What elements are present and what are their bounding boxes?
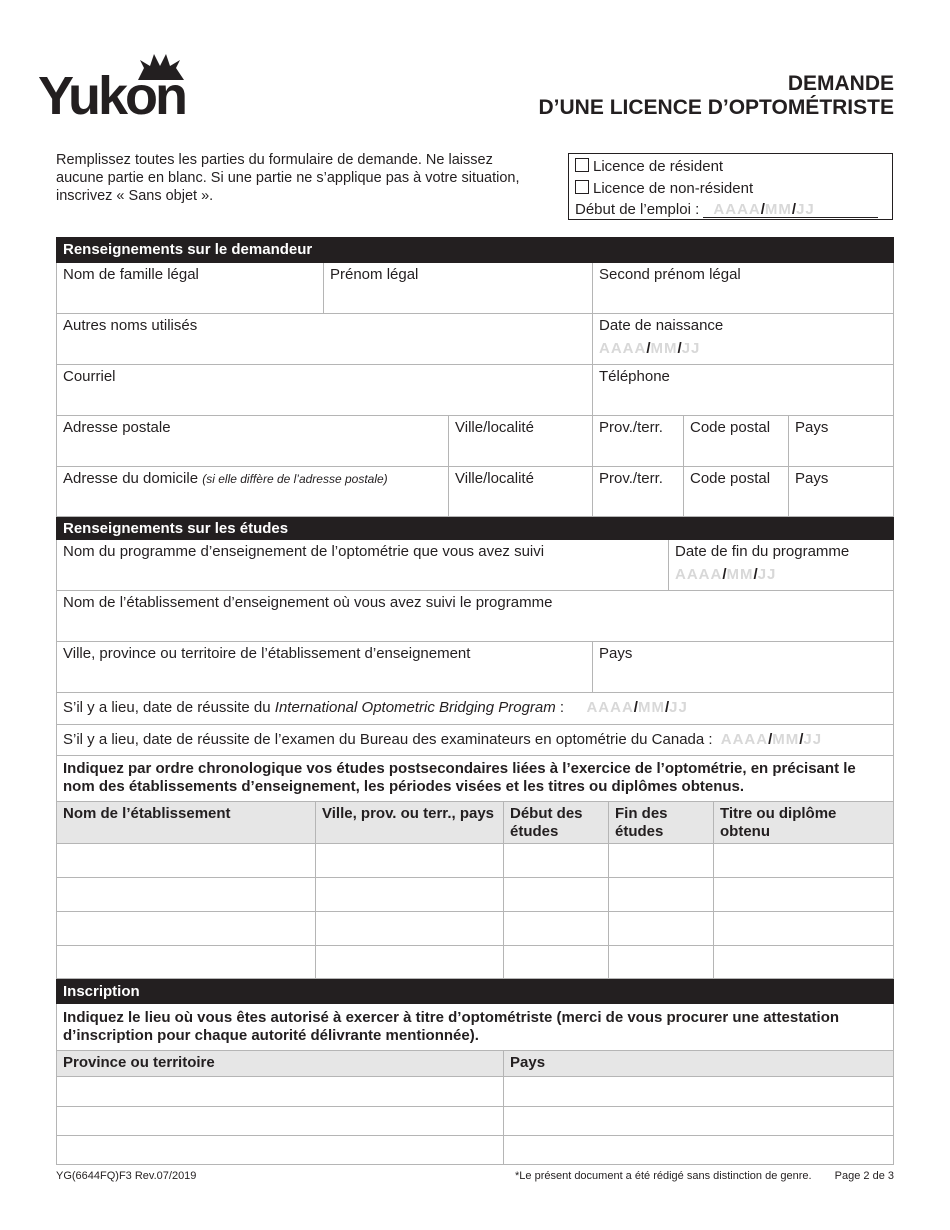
program-name-field[interactable]: Nom du programme d’enseignement de l’optométrie que vous avez suivi xyxy=(57,540,668,591)
table-cell[interactable] xyxy=(315,844,503,878)
table-cell[interactable] xyxy=(57,1136,503,1165)
table-cell[interactable] xyxy=(57,844,315,878)
dob-field[interactable]: Date de naissance AAAA/MM/JJ xyxy=(592,314,893,365)
registration-grid xyxy=(56,1004,894,1165)
registration-section-header: Inscription xyxy=(56,979,894,1004)
mailing-postal-field[interactable]: Code postal xyxy=(683,416,788,467)
registration-instructions: Indiquez le lieu où vous êtes autorisé à exercer à titre d’optométriste (merci de vous procurer une attestation d’inscription pour chaque autorité délivrante mentionnée). xyxy=(57,1004,893,1051)
program-end-date-field[interactable]: Date de fin du programme AAAA/MM/JJ xyxy=(668,540,893,591)
table-cell[interactable] xyxy=(503,1136,893,1165)
table-cell[interactable] xyxy=(503,878,608,912)
home-country-field[interactable]: Pays xyxy=(788,467,893,517)
table-cell[interactable] xyxy=(713,946,893,979)
nonresident-option[interactable]: Licence de non-résident xyxy=(575,180,753,197)
other-names-field[interactable]: Autres noms utilisés xyxy=(57,314,592,365)
table-cell[interactable] xyxy=(57,878,315,912)
form-title xyxy=(539,72,894,120)
institution-location-field[interactable]: Ville, province ou territoire de l’établissement d’enseignement xyxy=(57,642,592,693)
first-name-field[interactable]: Prénom légal xyxy=(323,263,592,314)
employment-start: Début de l’emploi : AAAA/MM/JJ xyxy=(575,201,878,218)
title-line-1: DEMANDE xyxy=(787,72,894,95)
email-field[interactable]: Courriel xyxy=(57,365,592,416)
home-province-field[interactable]: Prov./terr. xyxy=(592,467,683,517)
form-id: YG(6644FQ)F3 Rev.07/2019 xyxy=(56,1170,197,1182)
mailing-address-field[interactable]: Adresse postale xyxy=(57,416,448,467)
table-cell[interactable] xyxy=(315,878,503,912)
applicant-grid xyxy=(56,263,894,517)
table-cell[interactable] xyxy=(713,912,893,946)
col-end: Fin des études xyxy=(608,802,713,844)
dob-date-placeholder: AAAA/MM/JJ xyxy=(599,340,701,357)
mailing-country-field[interactable]: Pays xyxy=(788,416,893,467)
home-postal-field[interactable]: Code postal xyxy=(683,467,788,517)
bridging-program-date-field[interactable]: S’il y a lieu, date de réussite du International Optometric Bridging Program : AAAA/MM/JJ xyxy=(57,693,893,725)
col-country: Pays xyxy=(503,1051,893,1077)
table-cell[interactable] xyxy=(57,912,315,946)
table-cell[interactable] xyxy=(608,844,713,878)
education-grid xyxy=(56,540,894,979)
table-cell[interactable] xyxy=(608,912,713,946)
table-cell[interactable] xyxy=(315,946,503,979)
logo-text: Yukon xyxy=(38,66,186,126)
home-address-field[interactable]: Adresse du domicile (si elle diffère de l’adresse postale) xyxy=(57,467,448,517)
table-cell[interactable] xyxy=(57,946,315,979)
table-cell[interactable] xyxy=(57,1107,503,1136)
table-cell[interactable] xyxy=(503,1107,893,1136)
col-degree: Titre ou diplôme obtenu xyxy=(713,802,893,844)
title-line-2: D’UNE LICENCE D’OPTOMÉTRISTE xyxy=(538,96,894,119)
table-cell[interactable] xyxy=(57,1077,503,1107)
license-type-box xyxy=(568,153,893,220)
table-cell[interactable] xyxy=(713,878,893,912)
institution-field[interactable]: Nom de l’établissement d’enseignement où vous avez suivi le programme xyxy=(57,591,893,642)
table-cell[interactable] xyxy=(608,946,713,979)
mailing-city-field[interactable]: Ville/localité xyxy=(448,416,592,467)
col-start: Début des études xyxy=(503,802,608,844)
gender-note: *Le présent document a été rédigé sans distinction de genre. xyxy=(515,1170,812,1182)
page-number: Page 2 de 3 xyxy=(834,1170,894,1182)
employment-start-date-field[interactable]: AAAA/MM/JJ xyxy=(703,202,878,218)
education-instructions: Indiquez par ordre chronologique vos études postsecondaires liées à l’exercice de l’optométrie, en précisant le nom des établissements d’enseignement, les périodes visées et les titres ou diplômes obtenus. xyxy=(57,756,893,802)
education-section-header: Renseignements sur les études xyxy=(56,517,894,540)
institution-country-field[interactable]: Pays xyxy=(592,642,893,693)
last-name-field[interactable]: Nom de famille légal xyxy=(57,263,323,314)
table-cell[interactable] xyxy=(315,912,503,946)
table-cell[interactable] xyxy=(503,946,608,979)
table-cell[interactable] xyxy=(713,844,893,878)
mailing-province-field[interactable]: Prov./terr. xyxy=(592,416,683,467)
exam-date-field[interactable]: S’il y a lieu, date de réussite de l’examen du Bureau des examinateurs en optométrie du Canada : AAAA/MM/JJ xyxy=(57,725,893,756)
yukon-logo xyxy=(38,52,218,124)
table-cell[interactable] xyxy=(503,912,608,946)
col-institution-name: Nom de l’établissement xyxy=(57,802,315,844)
resident-checkbox[interactable] xyxy=(575,158,589,172)
col-location: Ville, prov. ou terr., pays xyxy=(315,802,503,844)
phone-field[interactable]: Téléphone xyxy=(592,365,893,416)
col-province: Province ou territoire xyxy=(57,1051,503,1077)
resident-option[interactable]: Licence de résident xyxy=(575,158,723,175)
table-cell[interactable] xyxy=(503,1077,893,1107)
middle-name-field[interactable]: Second prénom légal xyxy=(592,263,893,314)
table-cell[interactable] xyxy=(503,844,608,878)
table-cell[interactable] xyxy=(608,878,713,912)
program-end-date-placeholder: AAAA/MM/JJ xyxy=(675,566,777,583)
home-city-field[interactable]: Ville/localité xyxy=(448,467,592,517)
nonresident-checkbox[interactable] xyxy=(575,180,589,194)
applicant-section-header: Renseignements sur le demandeur xyxy=(56,237,894,263)
intro-text: Remplissez toutes les parties du formulaire de demande. Ne laissez aucune partie en blanc. Si une partie ne s’applique pas à votre situation, inscrivez « Sans objet ». xyxy=(56,152,520,204)
